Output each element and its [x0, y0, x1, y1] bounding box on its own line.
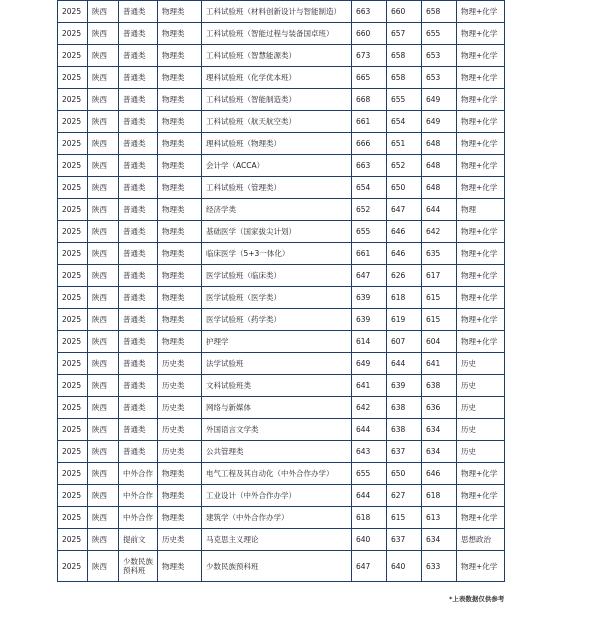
- category-cell: 普通类: [119, 111, 158, 133]
- subject-type-cell: 历史类: [158, 529, 202, 551]
- subject-type-cell: 历史类: [158, 419, 202, 441]
- required-subjects-cell: 物理+化学: [457, 243, 505, 265]
- max-score-cell: 655: [352, 463, 387, 485]
- max-score-cell: 661: [352, 243, 387, 265]
- avg-score-cell: 654: [387, 111, 422, 133]
- year-cell: 2025: [58, 111, 88, 133]
- year-cell: 2025: [58, 287, 88, 309]
- required-subjects-cell: 历史: [457, 419, 505, 441]
- avg-score-cell: 650: [387, 463, 422, 485]
- province-cell: 陕西: [88, 89, 119, 111]
- max-score-cell: 614: [352, 331, 387, 353]
- province-cell: 陕西: [88, 199, 119, 221]
- max-score-cell: 655: [352, 221, 387, 243]
- province-cell: 陕西: [88, 155, 119, 177]
- province-cell: 陕西: [88, 23, 119, 45]
- min-score-cell: 642: [422, 221, 457, 243]
- major-cell: 医学试验班（医学类）: [202, 287, 352, 309]
- subject-type-cell: 历史类: [158, 353, 202, 375]
- table-row: [58, 529, 505, 551]
- category-cell: 普通类: [119, 133, 158, 155]
- table-row: [58, 353, 505, 375]
- major-cell: 工科试验班（智慧能源类）: [202, 45, 352, 67]
- required-subjects-cell: 物理+化学: [457, 485, 505, 507]
- table-row: [58, 331, 505, 353]
- table-row: [58, 397, 505, 419]
- avg-score-cell: 607: [387, 331, 422, 353]
- category-cell: 中外合作: [119, 507, 158, 529]
- min-score-cell: 638: [422, 375, 457, 397]
- province-cell: 陕西: [88, 221, 119, 243]
- year-cell: 2025: [58, 507, 88, 529]
- max-score-cell: 644: [352, 419, 387, 441]
- category-cell: 普通类: [119, 45, 158, 67]
- min-score-cell: 648: [422, 155, 457, 177]
- major-cell: 医学试验班（药学类）: [202, 309, 352, 331]
- required-subjects-cell: 历史: [457, 441, 505, 463]
- province-cell: 陕西: [88, 353, 119, 375]
- avg-score-cell: 637: [387, 529, 422, 551]
- max-score-cell: 641: [352, 375, 387, 397]
- subject-type-cell: 物理类: [158, 243, 202, 265]
- year-cell: 2025: [58, 331, 88, 353]
- province-cell: 陕西: [88, 463, 119, 485]
- province-cell: 陕西: [88, 45, 119, 67]
- table-row: [58, 133, 505, 155]
- max-score-cell: 639: [352, 287, 387, 309]
- year-cell: 2025: [58, 177, 88, 199]
- avg-score-cell: 626: [387, 265, 422, 287]
- max-score-cell: 665: [352, 67, 387, 89]
- min-score-cell: 615: [422, 287, 457, 309]
- min-score-cell: 648: [422, 177, 457, 199]
- required-subjects-cell: 物理+化学: [457, 221, 505, 243]
- year-cell: 2025: [58, 551, 88, 582]
- table-row: [58, 155, 505, 177]
- category-cell: 普通类: [119, 309, 158, 331]
- table-row: [58, 551, 505, 582]
- max-score-cell: 660: [352, 23, 387, 45]
- major-cell: 建筑学（中外合作办学）: [202, 507, 352, 529]
- province-cell: 陕西: [88, 111, 119, 133]
- province-cell: 陕西: [88, 309, 119, 331]
- province-cell: 陕西: [88, 551, 119, 582]
- table-row: [58, 507, 505, 529]
- category-cell: 普通类: [119, 331, 158, 353]
- subject-type-cell: 物理类: [158, 463, 202, 485]
- min-score-cell: 655: [422, 23, 457, 45]
- table-row: [58, 1, 505, 23]
- category-cell: 普通类: [119, 67, 158, 89]
- avg-score-cell: 647: [387, 199, 422, 221]
- major-cell: 临床医学（5+3一体化）: [202, 243, 352, 265]
- min-score-cell: 644: [422, 199, 457, 221]
- subject-type-cell: 物理类: [158, 485, 202, 507]
- subject-type-cell: 物理类: [158, 177, 202, 199]
- required-subjects-cell: 物理+化学: [457, 463, 505, 485]
- category-cell: 普通类: [119, 375, 158, 397]
- subject-type-cell: 物理类: [158, 221, 202, 243]
- major-cell: 工科试验班（智能过程与装备国卓班）: [202, 23, 352, 45]
- table-row: [58, 177, 505, 199]
- province-cell: 陕西: [88, 67, 119, 89]
- province-cell: 陕西: [88, 397, 119, 419]
- max-score-cell: 644: [352, 485, 387, 507]
- major-cell: 理科试验班（化学优本班）: [202, 67, 352, 89]
- avg-score-cell: 658: [387, 67, 422, 89]
- max-score-cell: 663: [352, 155, 387, 177]
- min-score-cell: 615: [422, 309, 457, 331]
- category-cell: 普通类: [119, 397, 158, 419]
- table-row: [58, 243, 505, 265]
- major-cell: 电气工程及其自动化（中外合作办学）: [202, 463, 352, 485]
- min-score-cell: 617: [422, 265, 457, 287]
- subject-type-cell: 物理类: [158, 265, 202, 287]
- subject-type-cell: 物理类: [158, 45, 202, 67]
- year-cell: 2025: [58, 375, 88, 397]
- province-cell: 陕西: [88, 441, 119, 463]
- required-subjects-cell: 物理+化学: [457, 551, 505, 582]
- province-cell: 陕西: [88, 1, 119, 23]
- min-score-cell: 649: [422, 89, 457, 111]
- table-footnote: *上表数据仅供参考: [449, 595, 505, 603]
- subject-type-cell: 物理类: [158, 309, 202, 331]
- min-score-cell: 613: [422, 507, 457, 529]
- table-row: [58, 23, 505, 45]
- required-subjects-cell: 思想政治: [457, 529, 505, 551]
- min-score-cell: 634: [422, 529, 457, 551]
- table-row: [58, 199, 505, 221]
- admission-score-table: [57, 0, 505, 582]
- category-cell: 普通类: [119, 89, 158, 111]
- required-subjects-cell: 物理+化学: [457, 177, 505, 199]
- avg-score-cell: 657: [387, 23, 422, 45]
- category-cell: 普通类: [119, 265, 158, 287]
- min-score-cell: 653: [422, 45, 457, 67]
- category-cell: 普通类: [119, 243, 158, 265]
- subject-type-cell: 物理类: [158, 155, 202, 177]
- avg-score-cell: 660: [387, 1, 422, 23]
- year-cell: 2025: [58, 45, 88, 67]
- required-subjects-cell: 物理+化学: [457, 155, 505, 177]
- province-cell: 陕西: [88, 133, 119, 155]
- year-cell: 2025: [58, 221, 88, 243]
- avg-score-cell: 650: [387, 177, 422, 199]
- major-cell: 医学试验班（临床类）: [202, 265, 352, 287]
- table-row: [58, 45, 505, 67]
- province-cell: 陕西: [88, 419, 119, 441]
- category-cell: 中外合作: [119, 485, 158, 507]
- major-cell: 工科试验班（管理类）: [202, 177, 352, 199]
- min-score-cell: 618: [422, 485, 457, 507]
- year-cell: 2025: [58, 441, 88, 463]
- category-cell: 普通类: [119, 221, 158, 243]
- major-cell: 文科试验班类: [202, 375, 352, 397]
- category-cell: 普通类: [119, 419, 158, 441]
- table-row: [58, 375, 505, 397]
- year-cell: 2025: [58, 419, 88, 441]
- required-subjects-cell: 物理: [457, 199, 505, 221]
- subject-type-cell: 物理类: [158, 507, 202, 529]
- table-row: [58, 485, 505, 507]
- subject-type-cell: 物理类: [158, 111, 202, 133]
- table-row: [58, 67, 505, 89]
- required-subjects-cell: 物理+化学: [457, 287, 505, 309]
- category-cell: 少数民族预科班: [119, 551, 158, 582]
- year-cell: 2025: [58, 529, 88, 551]
- avg-score-cell: 651: [387, 133, 422, 155]
- avg-score-cell: 646: [387, 243, 422, 265]
- required-subjects-cell: 物理+化学: [457, 331, 505, 353]
- major-cell: 马克思主义理论: [202, 529, 352, 551]
- min-score-cell: 648: [422, 133, 457, 155]
- year-cell: 2025: [58, 353, 88, 375]
- required-subjects-cell: 物理+化学: [457, 111, 505, 133]
- subject-type-cell: 物理类: [158, 287, 202, 309]
- min-score-cell: 634: [422, 419, 457, 441]
- avg-score-cell: 652: [387, 155, 422, 177]
- year-cell: 2025: [58, 199, 88, 221]
- subject-type-cell: 物理类: [158, 23, 202, 45]
- required-subjects-cell: 物理+化学: [457, 1, 505, 23]
- max-score-cell: 666: [352, 133, 387, 155]
- table-row: [58, 265, 505, 287]
- avg-score-cell: 658: [387, 45, 422, 67]
- table-row: [58, 221, 505, 243]
- table-row: [58, 111, 505, 133]
- min-score-cell: 649: [422, 111, 457, 133]
- min-score-cell: 634: [422, 441, 457, 463]
- year-cell: 2025: [58, 1, 88, 23]
- table-row: [58, 309, 505, 331]
- max-score-cell: 640: [352, 529, 387, 551]
- subject-type-cell: 物理类: [158, 331, 202, 353]
- province-cell: 陕西: [88, 529, 119, 551]
- max-score-cell: 652: [352, 199, 387, 221]
- max-score-cell: 618: [352, 507, 387, 529]
- avg-score-cell: 615: [387, 507, 422, 529]
- year-cell: 2025: [58, 397, 88, 419]
- required-subjects-cell: 物理+化学: [457, 89, 505, 111]
- table-row: [58, 287, 505, 309]
- avg-score-cell: 655: [387, 89, 422, 111]
- min-score-cell: 636: [422, 397, 457, 419]
- max-score-cell: 668: [352, 89, 387, 111]
- min-score-cell: 641: [422, 353, 457, 375]
- province-cell: 陕西: [88, 177, 119, 199]
- major-cell: 理科试验班（物理类）: [202, 133, 352, 155]
- major-cell: 工业设计（中外合作办学）: [202, 485, 352, 507]
- avg-score-cell: 639: [387, 375, 422, 397]
- required-subjects-cell: 物理+化学: [457, 23, 505, 45]
- required-subjects-cell: 物理+化学: [457, 265, 505, 287]
- major-cell: 外国语言文学类: [202, 419, 352, 441]
- year-cell: 2025: [58, 23, 88, 45]
- max-score-cell: 661: [352, 111, 387, 133]
- subject-type-cell: 物理类: [158, 67, 202, 89]
- subject-type-cell: 历史类: [158, 375, 202, 397]
- avg-score-cell: 637: [387, 441, 422, 463]
- year-cell: 2025: [58, 243, 88, 265]
- category-cell: 普通类: [119, 199, 158, 221]
- category-cell: 提前文: [119, 529, 158, 551]
- required-subjects-cell: 历史: [457, 375, 505, 397]
- category-cell: 普通类: [119, 353, 158, 375]
- year-cell: 2025: [58, 309, 88, 331]
- major-cell: 工科试验班（航天航空类）: [202, 111, 352, 133]
- major-cell: 会计学（ACCA）: [202, 155, 352, 177]
- subject-type-cell: 物理类: [158, 89, 202, 111]
- major-cell: 经济学类: [202, 199, 352, 221]
- year-cell: 2025: [58, 265, 88, 287]
- min-score-cell: 646: [422, 463, 457, 485]
- avg-score-cell: 618: [387, 287, 422, 309]
- avg-score-cell: 646: [387, 221, 422, 243]
- category-cell: 普通类: [119, 23, 158, 45]
- required-subjects-cell: 历史: [457, 397, 505, 419]
- year-cell: 2025: [58, 155, 88, 177]
- table-row: [58, 89, 505, 111]
- province-cell: 陕西: [88, 287, 119, 309]
- min-score-cell: 604: [422, 331, 457, 353]
- avg-score-cell: 638: [387, 419, 422, 441]
- max-score-cell: 647: [352, 551, 387, 582]
- subject-type-cell: 物理类: [158, 1, 202, 23]
- required-subjects-cell: 物理+化学: [457, 67, 505, 89]
- avg-score-cell: 627: [387, 485, 422, 507]
- major-cell: 护理学: [202, 331, 352, 353]
- year-cell: 2025: [58, 67, 88, 89]
- category-cell: 普通类: [119, 1, 158, 23]
- max-score-cell: 654: [352, 177, 387, 199]
- major-cell: 基础医学（国家拔尖计划）: [202, 221, 352, 243]
- subject-type-cell: 物理类: [158, 551, 202, 582]
- required-subjects-cell: 物理+化学: [457, 45, 505, 67]
- province-cell: 陕西: [88, 485, 119, 507]
- required-subjects-cell: 物理+化学: [457, 309, 505, 331]
- max-score-cell: 649: [352, 353, 387, 375]
- subject-type-cell: 历史类: [158, 441, 202, 463]
- required-subjects-cell: 物理+化学: [457, 507, 505, 529]
- max-score-cell: 643: [352, 441, 387, 463]
- required-subjects-cell: 物理+化学: [457, 133, 505, 155]
- max-score-cell: 673: [352, 45, 387, 67]
- avg-score-cell: 644: [387, 353, 422, 375]
- min-score-cell: 658: [422, 1, 457, 23]
- major-cell: 法学试验班: [202, 353, 352, 375]
- table-row: [58, 441, 505, 463]
- table-row: [58, 419, 505, 441]
- subject-type-cell: 物理类: [158, 133, 202, 155]
- major-cell: 工科试验班（材料创新设计与智能制造）: [202, 1, 352, 23]
- min-score-cell: 653: [422, 67, 457, 89]
- category-cell: 普通类: [119, 155, 158, 177]
- min-score-cell: 633: [422, 551, 457, 582]
- year-cell: 2025: [58, 463, 88, 485]
- year-cell: 2025: [58, 485, 88, 507]
- max-score-cell: 642: [352, 397, 387, 419]
- max-score-cell: 639: [352, 309, 387, 331]
- province-cell: 陕西: [88, 331, 119, 353]
- min-score-cell: 635: [422, 243, 457, 265]
- category-cell: 中外合作: [119, 463, 158, 485]
- avg-score-cell: 619: [387, 309, 422, 331]
- major-cell: 公共管理类: [202, 441, 352, 463]
- province-cell: 陕西: [88, 265, 119, 287]
- category-cell: 普通类: [119, 441, 158, 463]
- category-cell: 普通类: [119, 177, 158, 199]
- subject-type-cell: 物理类: [158, 199, 202, 221]
- province-cell: 陕西: [88, 243, 119, 265]
- avg-score-cell: 638: [387, 397, 422, 419]
- year-cell: 2025: [58, 133, 88, 155]
- avg-score-cell: 640: [387, 551, 422, 582]
- category-cell: 普通类: [119, 287, 158, 309]
- major-cell: 工科试验班（智能制造类）: [202, 89, 352, 111]
- max-score-cell: 663: [352, 1, 387, 23]
- major-cell: 网络与新媒体: [202, 397, 352, 419]
- max-score-cell: 647: [352, 265, 387, 287]
- province-cell: 陕西: [88, 375, 119, 397]
- province-cell: 陕西: [88, 507, 119, 529]
- major-cell: 少数民族预科班: [202, 551, 352, 582]
- subject-type-cell: 历史类: [158, 397, 202, 419]
- year-cell: 2025: [58, 89, 88, 111]
- table-row: [58, 463, 505, 485]
- required-subjects-cell: 历史: [457, 353, 505, 375]
